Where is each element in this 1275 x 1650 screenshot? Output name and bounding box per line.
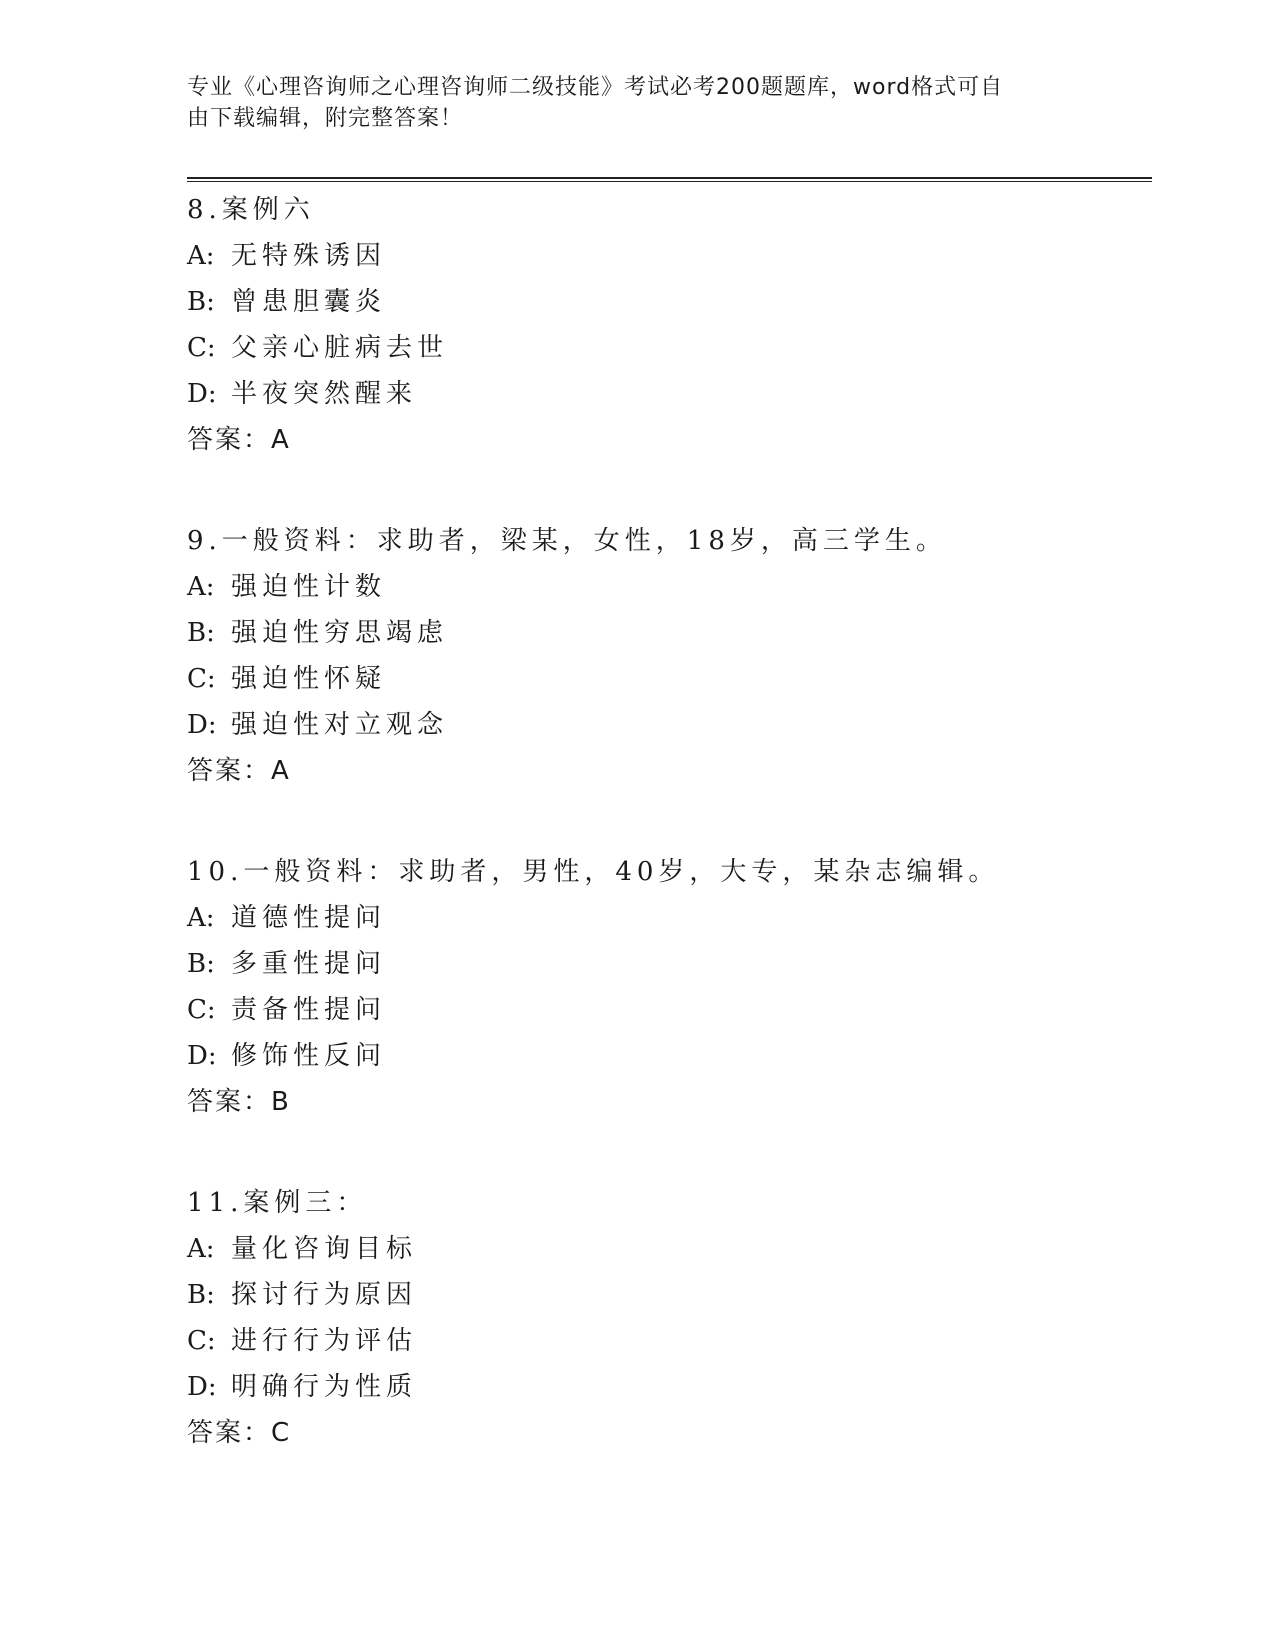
option-key: A: — [187, 572, 215, 602]
option-key: D: — [187, 710, 217, 740]
header-line-2: 由下载编辑，附完整答案！ — [187, 106, 464, 131]
option-text: 探讨行为原因 — [231, 1280, 418, 1310]
question-stem: 11.案例三： — [187, 1188, 368, 1218]
option-d — [187, 1364, 1152, 1410]
question-11 — [187, 1180, 1152, 1456]
answer-line: 答案：C — [187, 1418, 292, 1448]
answer-line: 答案：B — [187, 1087, 291, 1117]
option-text: 半夜突然醒来 — [231, 379, 418, 409]
option-key: B: — [187, 287, 215, 317]
option-d — [187, 371, 1152, 417]
question-8 — [187, 187, 1152, 463]
option-text: 强迫性怀疑 — [231, 664, 387, 694]
question-stem: 8.案例六 — [187, 195, 315, 225]
option-b — [187, 610, 1152, 656]
question-9 — [187, 518, 1152, 794]
document-header — [187, 72, 1067, 134]
option-key: C: — [187, 1326, 216, 1356]
option-text: 责备性提问 — [231, 995, 387, 1025]
option-text: 父亲心脏病去世 — [231, 333, 449, 363]
question-stem: 9.一般资料：求助者，梁某，女性，18岁，高三学生。 — [187, 526, 947, 556]
option-key: D: — [187, 1372, 217, 1402]
answer-line: 答案：A — [187, 756, 291, 786]
option-c — [187, 1318, 1152, 1364]
option-d — [187, 1033, 1152, 1079]
option-a — [187, 564, 1152, 610]
option-a — [187, 895, 1152, 941]
option-text: 强迫性计数 — [231, 572, 387, 602]
option-text: 无特殊诱因 — [231, 241, 387, 271]
option-key: A: — [187, 241, 215, 271]
option-key: D: — [187, 379, 217, 409]
option-c — [187, 656, 1152, 702]
question-stem: 10.一般资料：求助者，男性，40岁，大专，某杂志编辑。 — [187, 857, 1000, 887]
option-a — [187, 1226, 1152, 1272]
option-c — [187, 987, 1152, 1033]
option-a — [187, 233, 1152, 279]
option-key: D: — [187, 1041, 217, 1071]
question-10 — [187, 849, 1152, 1125]
question-list — [187, 187, 1152, 1511]
option-key: A: — [187, 903, 215, 933]
option-key: B: — [187, 949, 215, 979]
option-b — [187, 1272, 1152, 1318]
header-divider — [187, 177, 1152, 182]
option-d — [187, 702, 1152, 748]
option-key: A: — [187, 1234, 215, 1264]
option-text: 道德性提问 — [231, 903, 387, 933]
option-key: B: — [187, 1280, 215, 1310]
option-text: 强迫性对立观念 — [231, 710, 449, 740]
option-key: C: — [187, 995, 216, 1025]
header-line-1: 专业《心理咨询师之心理咨询师二级技能》考试必考200题题库，word格式可自 — [187, 75, 1004, 100]
option-text: 多重性提问 — [231, 949, 387, 979]
option-b — [187, 279, 1152, 325]
option-text: 量化咨询目标 — [231, 1234, 418, 1264]
option-key: C: — [187, 664, 216, 694]
option-key: B: — [187, 618, 215, 648]
option-text: 明确行为性质 — [231, 1372, 418, 1402]
option-b — [187, 941, 1152, 987]
option-text: 强迫性穷思竭虑 — [231, 618, 449, 648]
option-key: C: — [187, 333, 216, 363]
option-c — [187, 325, 1152, 371]
option-text: 曾患胆囊炎 — [231, 287, 387, 317]
answer-line: 答案：A — [187, 425, 291, 455]
option-text: 修饰性反问 — [231, 1041, 387, 1071]
option-text: 进行行为评估 — [231, 1326, 418, 1356]
